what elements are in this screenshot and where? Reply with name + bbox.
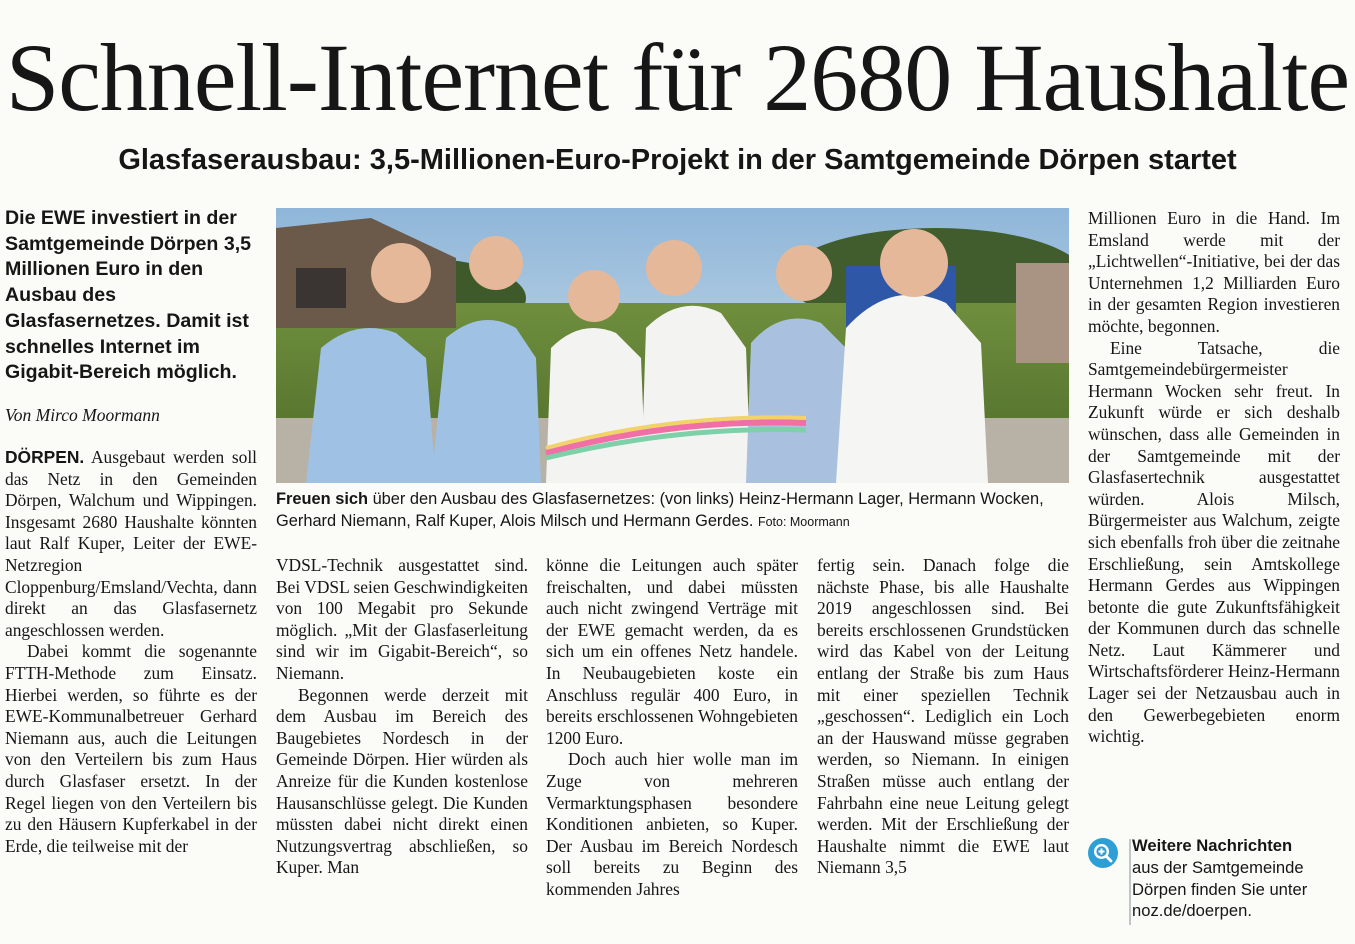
- group-photo-image: [276, 208, 1069, 483]
- search-plus-icon[interactable]: [1088, 838, 1118, 868]
- column-2: [276, 555, 528, 879]
- dateline: DÖRPEN.: [5, 447, 85, 467]
- promo-title: Weitere Nachrichten: [1132, 836, 1293, 855]
- caption-lead: Freuen sich: [276, 490, 368, 508]
- paragraph: könne die Leitungen auch später freischalten, und dabei müssten auch nicht zwingend Verträge mit der EWE gemacht werden, da es sich um ein offenes Netz handele. In Neubaugebieten koste ein Anschluss regulär 400 Euro, in bereits erschlossenen Wohngebieten 1200 Euro.: [546, 555, 798, 748]
- byline: Von Mirco Moormann: [5, 405, 160, 425]
- column-1: [5, 447, 257, 857]
- subheadline: Glasfaserausbau: 3,5-Millionen-Euro-Projekt in der Samtgemeinde Dörpen startet: [118, 144, 1237, 176]
- paragraph: fertig sein. Danach folge die nächste Phase, bis alle Haushalte 2019 angeschlossen sind. Bei bereits erschlossenen Grundstücken wird das Kabel von der Leitung entlang der Straße bis zum Haus mit einer speziellen Technik „geschossen“. Lediglich ein Loch an der Hauswand müsse gegraben werden, so Niemann. In einigen Straßen müsse auch entlang der Fahrbahn eine neue Leitung gelegt werden. Mit der Erschließung der Haushalte nimmt die EWE laut Niemann 3,5: [817, 555, 1069, 878]
- caption-text: über den Ausbau des Glasfasernetzes: (von links) Heinz-Hermann Lager, Hermann Wocken, Gerhard Niemann, Ralf Kuper, Alois Milsch und Hermann Gerdes.: [276, 490, 1044, 530]
- paragraph: Millionen Euro in die Hand. Im Emsland werde mit der „Lichtwellen“-Initiative, bei der das Unternehmen 1,2 Milliarden Euro in der gesamten Region investieren möchte, begonnen.: [1088, 208, 1340, 336]
- promo-link-text[interactable]: aus der Samtgemeinde Dörpen finden Sie unter noz.de/doerpen.: [1132, 857, 1308, 921]
- promo-text: [1132, 835, 1350, 922]
- column-3: [546, 555, 798, 901]
- paragraph-text: Ausgebaut werden soll das Netz in den Gemeinden Dörpen, Walchum und Wippingen. Insgesamt 2680 Haushalte könnten laut Ralf Kuper, Leiter der EWE-Netzregion Cloppenburg/Emsland/Vechta, dann direkt an das Glasfasernetz angeschlossen werden.: [5, 447, 257, 640]
- paragraph: [5, 447, 257, 641]
- promo-divider: [1129, 839, 1131, 925]
- paragraph: Dabei kommt die sogenannte FTTH-Methode zum Einsatz. Hierbei werden, so führte es der EWE-Kommunalbetreuer Gerhard Niemann aus, auch die Leitungen von den Verteilern bis zum Haus durch Glasfaser ersetzt. In der Regel liegen von den Verteilern bis zu den Häusern Kupferkabel in der Erde, die teilweise mit der: [5, 641, 257, 856]
- headline: Schnell-Internet für 2680 Haushalte: [5, 24, 1350, 131]
- paragraph: Eine Tatsache, die Samtgemeindebürgermeister Hermann Wocken sehr freut. In Zukunft würde er sich deshalb wünschen, dass alle Gemeinden in der Samtgemeinde mit der Glasfasertechnik ausgestattet würden. Alois Milsch, Bürgermeister aus Walchum, zeigte sich ebenfalls froh über die zeitnahe Erschließung, sein Amtskollege Hermann Gerdes aus Wippingen betonte die gute Zukunftsfähigkeit der Kommunen durch das schnelle Netz. Laut Kämmerer und Wirtschaftsförderer Heinz-Hermann Lager sei der Netzausbau auch in den Gewerbegebieten enorm wichtig.: [1088, 337, 1340, 747]
- paragraph: Begonnen werde derzeit mit dem Ausbau im Bereich des Baugebietes Nordesch in der Gemeinde Dörpen. Hier würden als Anreize für die Kunden kostenlose Hausanschlüsse gelegt. Die Kunden müssten dabei nicht direkt einen Nutzungsvertrag abschließen, so Kuper. Man: [276, 684, 528, 878]
- paragraph: Doch auch hier wolle man im Zuge von mehreren Vermarktungsphasen besondere Konditionen anbieten, so Kuper. Der Ausbau im Bereich Nordesch soll bereits zu Beginn des kommenden Jahres: [546, 749, 798, 899]
- column-5: [1088, 208, 1340, 748]
- paragraph: VDSL-Technik ausgestattet sind. Bei VDSL seien Geschwindigkeiten von 100 Megabit pro Sekunde möglich. „Mit der Glasfaserleitung sind wir im Gigabit-Bereich“, so Niemann.: [276, 555, 528, 683]
- photo-credit: Foto: Moormann: [757, 515, 850, 529]
- lead-paragraph: Die EWE investiert in der Samtgemeinde Dörpen 3,5 Millionen Euro in den Ausbau des Glasfasernetzes. Damit ist schnelles Internet im Gigabit-Bereich möglich.: [5, 207, 252, 384]
- photo-caption: [276, 488, 1069, 533]
- column-4: [817, 555, 1069, 879]
- group-photo: [276, 208, 1069, 483]
